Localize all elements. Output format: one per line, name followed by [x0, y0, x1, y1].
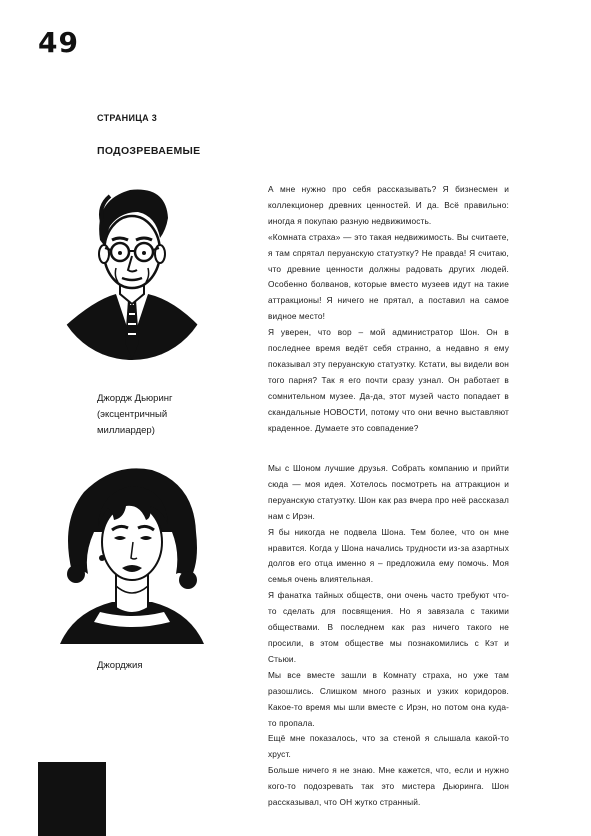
statement-paragraph: Мы с Шоном лучшие друзья. Собрать компанию и прийти сюда — моя идея. Хотелось посмотреть на аттракцион и перуанскую статуэтку. Шон как раз вчера про неё рассказал нам с Ирэн. — [268, 463, 509, 521]
section-title: ПОДОЗРЕВАЕМЫЕ — [97, 145, 201, 157]
statement-paragraph: Я бы никогда не подвела Шона. Тем более, что он мне нравится. Когда у Шона начались трудности из-за азартных долгов его отца именно я – предложила ему помочь. Моя семья очень влиятельная. — [268, 526, 509, 585]
suspect-1-statement — [268, 182, 509, 437]
suspect-2-caption — [97, 658, 227, 674]
statement-paragraph: А мне нужно про себя рассказывать? Я бизнесмен и коллекционер древних ценностей. И да. Всё правильно: иногда я покупаю разную недвижимость. — [268, 184, 509, 226]
suspect-2-statement — [268, 461, 509, 811]
suspect-2-name: Джорджия — [97, 660, 143, 671]
statement-paragraph: Мы все вместе зашли в Комнату страха, но уже там разошлись. Слишком много разных и узких коридоров. Какое-то время мы шли вместе с Ирэн, но потом она куда-то пропала. — [268, 669, 509, 728]
statement-paragraph: Больше ничего я не знаю. Мне кажется, что, если и нужно кого-то подозревать так это мистера Дьюринга. Шон рассказывал, что ОН жутко странный. — [268, 765, 509, 808]
statement-paragraph: Ещё мне показалось, что за стеной я слышала какой-то хруст. — [268, 733, 509, 760]
statement-paragraph: Я фанатка тайных обществ, они очень часто требуют что-то сделать для посвящения. Но я завязала с такими обществами. В последнем как раз ничего такого не просили, в этом обществе мы познакомились с Кэт и Стьюи. — [268, 590, 509, 664]
suspect-1-caption — [97, 375, 227, 439]
statement-paragraph: Я уверен, что вор – мой администратор Шон. Он в последнее время ведёт себя странно, а недавно я ему показывал эту перуанскую статуэтку. Кстати, вы видели вон того парня? Так я его почти сразу узнал. Он работает в сомнительном музее. Да-да, этот музей часто попадает в скандальные НОВОСТИ, потому что они вечно выставляют краденное. Думаете это совпадение? — [268, 327, 509, 433]
corner-decoration-block — [38, 762, 106, 836]
page-number: 49 — [38, 26, 79, 59]
woman-portrait-icon — [54, 462, 210, 644]
statement-paragraph: «Комната страха» — это такая недвижимость. Вы считаете, я там спрятал перуанскую статуэтку? Не правда! Я считаю, что древние ценности должны радовать других людей. Особенно болванов, которые вместо музеев идут на такие аттракционы! Я ничего не прятал, а поставил на самое видное место! — [268, 231, 509, 322]
suspect-1-name: Джордж Дьюринг (эксцентричный миллиардер) — [97, 393, 173, 436]
section-label: СТРАНИЦА 3 — [97, 113, 158, 123]
man-portrait-icon — [54, 182, 210, 360]
